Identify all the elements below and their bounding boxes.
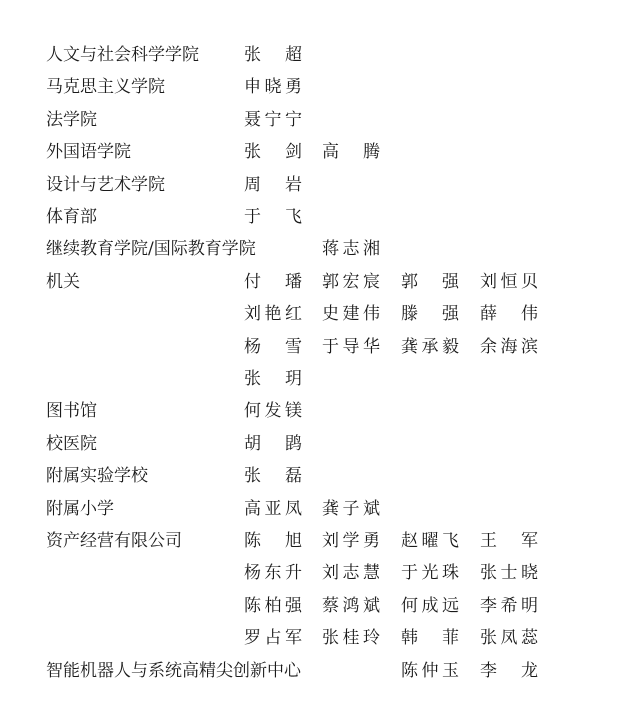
person-name: 刘学勇 (322, 531, 380, 551)
department-label: 智能机器人与系统高精尖创新中心 (46, 661, 301, 681)
person-name: 付 璠 (244, 272, 302, 292)
department-label: 法学院 (46, 110, 97, 130)
person-name: 胡 鹍 (244, 434, 302, 454)
person-name: 张凤蕊 (480, 628, 538, 648)
department-label: 附属小学 (46, 499, 114, 519)
person-name: 王 军 (480, 531, 538, 551)
department-label: 继续教育学院/国际教育学院 (46, 239, 256, 259)
person-name: 龚子斌 (322, 499, 380, 519)
person-name: 于 飞 (244, 207, 302, 227)
person-name: 张 磊 (244, 466, 302, 486)
person-name: 滕 强 (401, 304, 459, 324)
person-name: 韩 菲 (401, 628, 459, 648)
person-name: 余海滨 (480, 337, 538, 357)
person-name: 罗占军 (244, 628, 302, 648)
person-name: 张 超 (244, 45, 302, 65)
department-label: 机关 (46, 272, 80, 292)
person-name: 李希明 (480, 596, 538, 616)
person-name: 聂宁宁 (244, 110, 302, 130)
person-name: 张 剑 (244, 142, 302, 162)
department-label: 附属实验学校 (46, 466, 148, 486)
department-label: 人文与社会科学学院 (46, 45, 199, 65)
person-name: 何发镁 (244, 401, 302, 421)
person-name: 蔡鸿斌 (322, 596, 380, 616)
person-name: 陈 旭 (244, 531, 302, 551)
person-name: 薛 伟 (480, 304, 538, 324)
person-name: 赵曜飞 (401, 531, 459, 551)
person-name: 杨东升 (244, 563, 302, 583)
person-name: 杨 雪 (244, 337, 302, 357)
person-name: 郭 强 (401, 272, 459, 292)
person-name: 李 龙 (480, 661, 538, 681)
person-name: 郭宏宸 (322, 272, 380, 292)
department-label: 校医院 (46, 434, 97, 454)
person-name: 陈柏强 (244, 596, 302, 616)
department-label: 资产经营有限公司 (46, 531, 182, 551)
person-name: 何成远 (401, 596, 459, 616)
person-name: 刘志慧 (322, 563, 380, 583)
person-name: 史建伟 (322, 304, 380, 324)
department-label: 设计与艺术学院 (46, 175, 165, 195)
person-name: 张桂玲 (322, 628, 380, 648)
person-name: 蒋志湘 (322, 239, 380, 259)
department-label: 马克思主义学院 (46, 77, 165, 97)
person-name: 张士晓 (480, 563, 538, 583)
person-name: 陈仲玉 (401, 661, 459, 681)
person-name: 张 玥 (244, 369, 302, 389)
person-name: 高 腾 (322, 142, 380, 162)
department-label: 图书馆 (46, 401, 97, 421)
person-name: 于导华 (322, 337, 380, 357)
person-name: 刘恒贝 (480, 272, 538, 292)
person-name: 龚承毅 (401, 337, 459, 357)
person-name: 高亚凤 (244, 499, 302, 519)
department-label: 外国语学院 (46, 142, 131, 162)
department-label: 体育部 (46, 207, 97, 227)
person-name: 于光珠 (401, 563, 459, 583)
person-name: 申晓勇 (244, 77, 302, 97)
person-name: 刘艳红 (244, 304, 302, 324)
person-name: 周 岩 (244, 175, 302, 195)
